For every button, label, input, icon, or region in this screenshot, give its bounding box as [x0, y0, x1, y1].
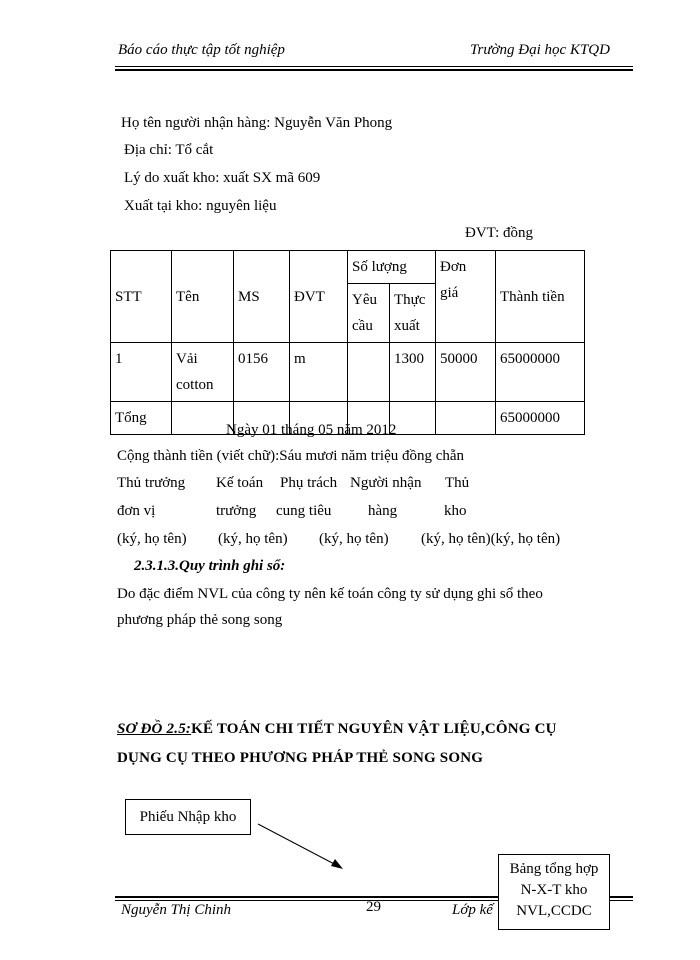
- col-stt: STT: [111, 251, 172, 343]
- ten-l2: cotton: [176, 377, 214, 393]
- cell-ms: 0156: [234, 343, 290, 402]
- yeu-cau-l1: Yêu: [352, 292, 377, 308]
- sig-2-3: cung tiêu: [276, 503, 332, 519]
- summary-l3: NVL,CCDC: [516, 903, 592, 919]
- summary-l2: N-X-T kho: [520, 882, 588, 898]
- address-line: Địa chỉ: Tổ cắt: [124, 142, 214, 158]
- cell-thanh-tien: 65000000: [496, 343, 585, 402]
- don-gia-l2: giá: [440, 285, 459, 301]
- don-gia-l1: Đơn: [440, 259, 467, 275]
- sig-1-5: Thủ: [445, 475, 470, 491]
- total-label: Tổng: [111, 402, 172, 435]
- box-bang-tong-hop: [498, 854, 610, 930]
- col-ten: Tên: [172, 251, 234, 343]
- page-number: 29: [366, 899, 381, 915]
- thuc-xuat-l1: Thực: [394, 292, 426, 308]
- ten-l1: Vải: [176, 351, 198, 367]
- summary-l1: Bảng tổng hợp: [509, 861, 599, 877]
- sig-3-4: (ký, họ tên)(ký, họ tên): [421, 531, 561, 547]
- diagram-title-1: KẾ TOÁN CHI TIẾT NGUYÊN VẬT LIỆU,CÔNG CỤ: [191, 721, 557, 737]
- sig-2-4: hàng: [368, 503, 398, 519]
- footer-right: Lớp kế: [452, 902, 493, 918]
- sig-1-1: Thủ trưởng: [117, 475, 186, 491]
- sig-1-3: Phụ trách: [280, 475, 338, 491]
- cell-dvt: m: [290, 343, 348, 402]
- thuc-xuat-l2: xuất: [394, 318, 420, 334]
- sig-3-1: (ký, họ tên): [117, 531, 187, 547]
- col-dvt: ĐVT: [290, 251, 348, 343]
- date-line: Ngày 01 tháng 05 năm 2012: [226, 422, 397, 438]
- header-right: Trường Đại học KTQD: [470, 42, 610, 58]
- unit-note: ĐVT: đồng: [465, 225, 533, 241]
- para-line-2: phương pháp thẻ song song: [117, 612, 283, 628]
- reason-line: Lý do xuất kho: xuất SX mã 609: [124, 170, 321, 186]
- col-thanh-tien: Thành tiền: [496, 251, 585, 343]
- footer-left: Nguyễn Thị Chinh: [121, 902, 232, 918]
- diagram-label: SƠ ĐỒ 2.5:: [117, 721, 192, 737]
- sig-3-2: (ký, họ tên): [218, 531, 288, 547]
- cell-don-gia: 50000: [436, 343, 496, 402]
- cell-thuc-xuat: 1300: [390, 343, 436, 402]
- sig-2-5: kho: [444, 503, 467, 519]
- amount-words: Cộng thành tiền (viết chữ):Sáu mươi năm triệu đồng chẵn: [117, 448, 465, 464]
- sig-2-2: trưởng: [216, 503, 257, 519]
- section-heading: 2.3.1.3.Quy trình ghi sổ:: [134, 558, 286, 574]
- cell-stt: 1: [111, 343, 172, 402]
- warehouse-line: Xuất tại kho: nguyên liệu: [124, 198, 277, 214]
- sig-2-1: đơn vị: [117, 503, 156, 519]
- para-line-1: Do đặc điểm NVL của công ty nên kế toán công ty sử dụng ghi sổ theo: [117, 586, 543, 602]
- sig-1-4: Người nhận: [350, 475, 422, 491]
- diagram-title-2: DỤNG CỤ THEO PHƯƠNG PHÁP THẺ SONG SONG: [117, 750, 484, 766]
- col-ms: MS: [234, 251, 290, 343]
- col-so-luong: Số lượng: [348, 251, 436, 284]
- sig-1-2: Kế toán: [216, 475, 264, 491]
- box-phieu-nhap-kho: Phiếu Nhập kho: [125, 799, 251, 835]
- header-left: Báo cáo thực tập tốt nghiệp: [118, 42, 285, 58]
- receiver-line: Họ tên người nhận hàng: Nguyễn Văn Phong: [121, 115, 393, 131]
- total-thanh-tien: 65000000: [496, 402, 585, 435]
- sig-3-3: (ký, họ tên): [319, 531, 389, 547]
- yeu-cau-l2: cầu: [352, 318, 373, 334]
